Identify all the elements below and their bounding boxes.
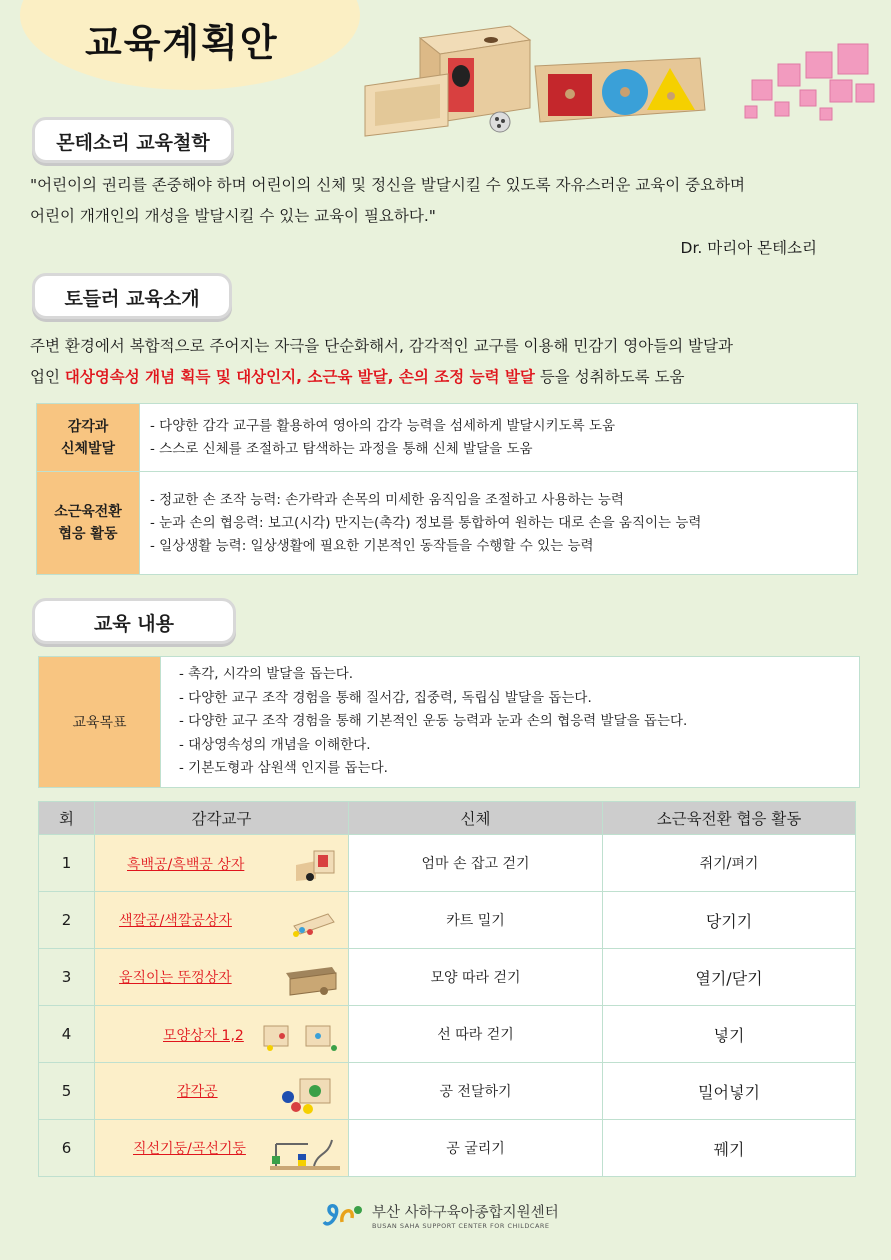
fine-motor-activity: 넣기 [603,1006,856,1063]
quote-line-2: 어린이 개개인의 개성을 발달시킬 수 있는 교육이 필요하다." [30,207,436,225]
intro-line-1: 주변 환경에서 복합적으로 주어지는 자극을 단순화해서, 감각적인 교구를 이용해 민감기 영아들의 발달과 [30,337,733,355]
body-activity: 카트 밀기 [349,892,603,949]
goal-item: - 기본도형과 삼원색 인지를 돕는다. [179,760,388,777]
center-name-en: BUSAN SAHA SUPPORT CENTER FOR CHILDCARE [372,1221,550,1230]
bead-pole-icon [268,1132,344,1172]
tool-cell [95,949,349,1006]
goal-item: - 다양한 교구 조작 경험을 통해 질서감, 집중력, 독립심 발달을 돕는다. [179,689,592,706]
body-activity: 엄마 손 잡고 걷기 [349,835,603,892]
intro-highlight: 대상영속성 개념 획득 및 대상인지, 소근육 발달, 손의 조정 능력 발달 [64,368,535,386]
body-activity: 공 굴리기 [349,1120,603,1177]
schedule-table [38,801,856,1177]
label-line: 소근육전환 [54,504,122,520]
label-line: 협응 활동 [58,526,118,542]
montessori-toy-illustration [360,18,880,138]
fine-motor-activity: 당기기 [603,892,856,949]
intro-row-label [37,472,140,575]
ball-box-icon [288,847,338,883]
philosophy-heading: 몬테소리 교육철학 [32,117,234,163]
list-item: - 다양한 감각 교구를 활용하여 영아의 감각 능력을 섬세하게 발달시키도록 도움 [150,417,616,434]
intro-heading: 토들러 교육소개 [32,273,232,319]
fine-motor-activity: 열기/닫기 [603,949,856,1006]
schedule-header-row [39,802,856,835]
intro-paragraph [30,331,733,393]
intro-line-2-suffix: 등을 성취하도록 도움 [534,368,685,386]
header-sensory-tool: 감각교구 [95,802,349,835]
intro-row [37,404,858,472]
intro-row-text [140,472,858,575]
label-line: 신체발달 [60,440,116,457]
table-row [39,1063,856,1120]
session-number: 6 [39,1120,95,1177]
color-ball-box-icon [288,904,338,940]
goal-item: - 다양한 교구 조작 경험을 통해 기본적인 운동 능력과 눈과 손의 협응력 발달을 돕는다. [179,713,688,730]
fine-motor-activity: 쥐기/펴기 [603,835,856,892]
fine-motor-activity: 꿰기 [603,1120,856,1177]
body-activity: 공 전달하기 [349,1063,603,1120]
tool-cell [95,1006,349,1063]
sensory-ball-icon [278,1075,338,1115]
table-row [39,1006,856,1063]
tool-link[interactable]: 직선기둥/곡선기둥 [133,1141,246,1157]
table-row [39,892,856,949]
table-row [39,1120,856,1177]
table-row [39,835,856,892]
quote-line-1: "어린이의 권리를 존중해야 하며 어린이의 신체 및 정신을 발달시킬 수 있도록 자유스러운 교육이 중요하며 [30,176,746,194]
header-body: 신체 [349,802,603,835]
fine-motor-activity: 밀어넣기 [603,1063,856,1120]
list-item: - 스스로 신체를 조절하고 탐색하는 과정을 통해 신체 발달을 도움 [150,440,533,457]
shape-box-icon [262,1018,342,1054]
center-logo-icon [320,1200,366,1230]
goal-row [39,657,860,788]
session-number: 1 [39,835,95,892]
label-line: 감각과 [67,418,109,435]
intro-row-text [140,404,858,472]
list-item: - 정교한 손 조작 능력: 손가락과 손목의 미세한 움직임을 조절하고 사용하는 능력 [150,491,624,508]
philosophy-quote [30,170,745,232]
tool-link[interactable]: 감각공 [177,1084,218,1100]
tool-link[interactable]: 움직이는 뚜껑상자 [119,970,232,986]
tool-link[interactable]: 색깔공/색깔공상자 [119,913,232,929]
tool-link[interactable]: 흑백공/흑백공 상자 [127,857,245,873]
list-item: - 일상생활 능력: 일상생활에 필요한 기본적인 동작들을 수행할 수 있는 능력 [150,537,594,554]
intro-line-2-prefix: 업인 [30,368,65,386]
lid-box-icon [284,961,338,997]
body-activity: 모양 따라 걷기 [349,949,603,1006]
table-row [39,949,856,1006]
goal-label: 교육목표 [39,657,161,788]
tool-cell [95,892,349,949]
quote-author: Dr. 마리아 몬테소리 [680,239,817,257]
intro-table [36,403,858,575]
intro-row-label [37,404,140,472]
header-fine-motor: 소근육전환 협응 활동 [603,802,856,835]
intro-row [37,472,858,575]
content-heading: 교육 내용 [32,598,236,644]
body-activity: 선 따라 걷기 [349,1006,603,1063]
goal-item: - 대상영속성의 개념을 이해한다. [179,736,371,753]
page-title: 교육계획안 [85,21,279,65]
session-number: 2 [39,892,95,949]
tool-cell [95,835,349,892]
session-number: 3 [39,949,95,1006]
session-number: 5 [39,1063,95,1120]
list-item: - 눈과 손의 협응력: 보고(시각) 만지는(촉각) 정보를 통합하여 원하는 대로 손을 움직이는 능력 [150,514,702,531]
footer [320,1200,559,1230]
header-session: 회 [39,802,95,835]
tool-cell [95,1063,349,1120]
tool-cell [95,1120,349,1177]
goal-item: - 촉각, 시각의 발달을 돕는다. [179,666,354,683]
goal-table [38,656,860,788]
center-name: 부산 사하구육아종합지원센터 [372,1204,559,1221]
intro-line-2 [30,362,733,393]
goal-list [161,657,860,788]
session-number: 4 [39,1006,95,1063]
tool-link[interactable]: 모양상자 1,2 [163,1028,244,1044]
